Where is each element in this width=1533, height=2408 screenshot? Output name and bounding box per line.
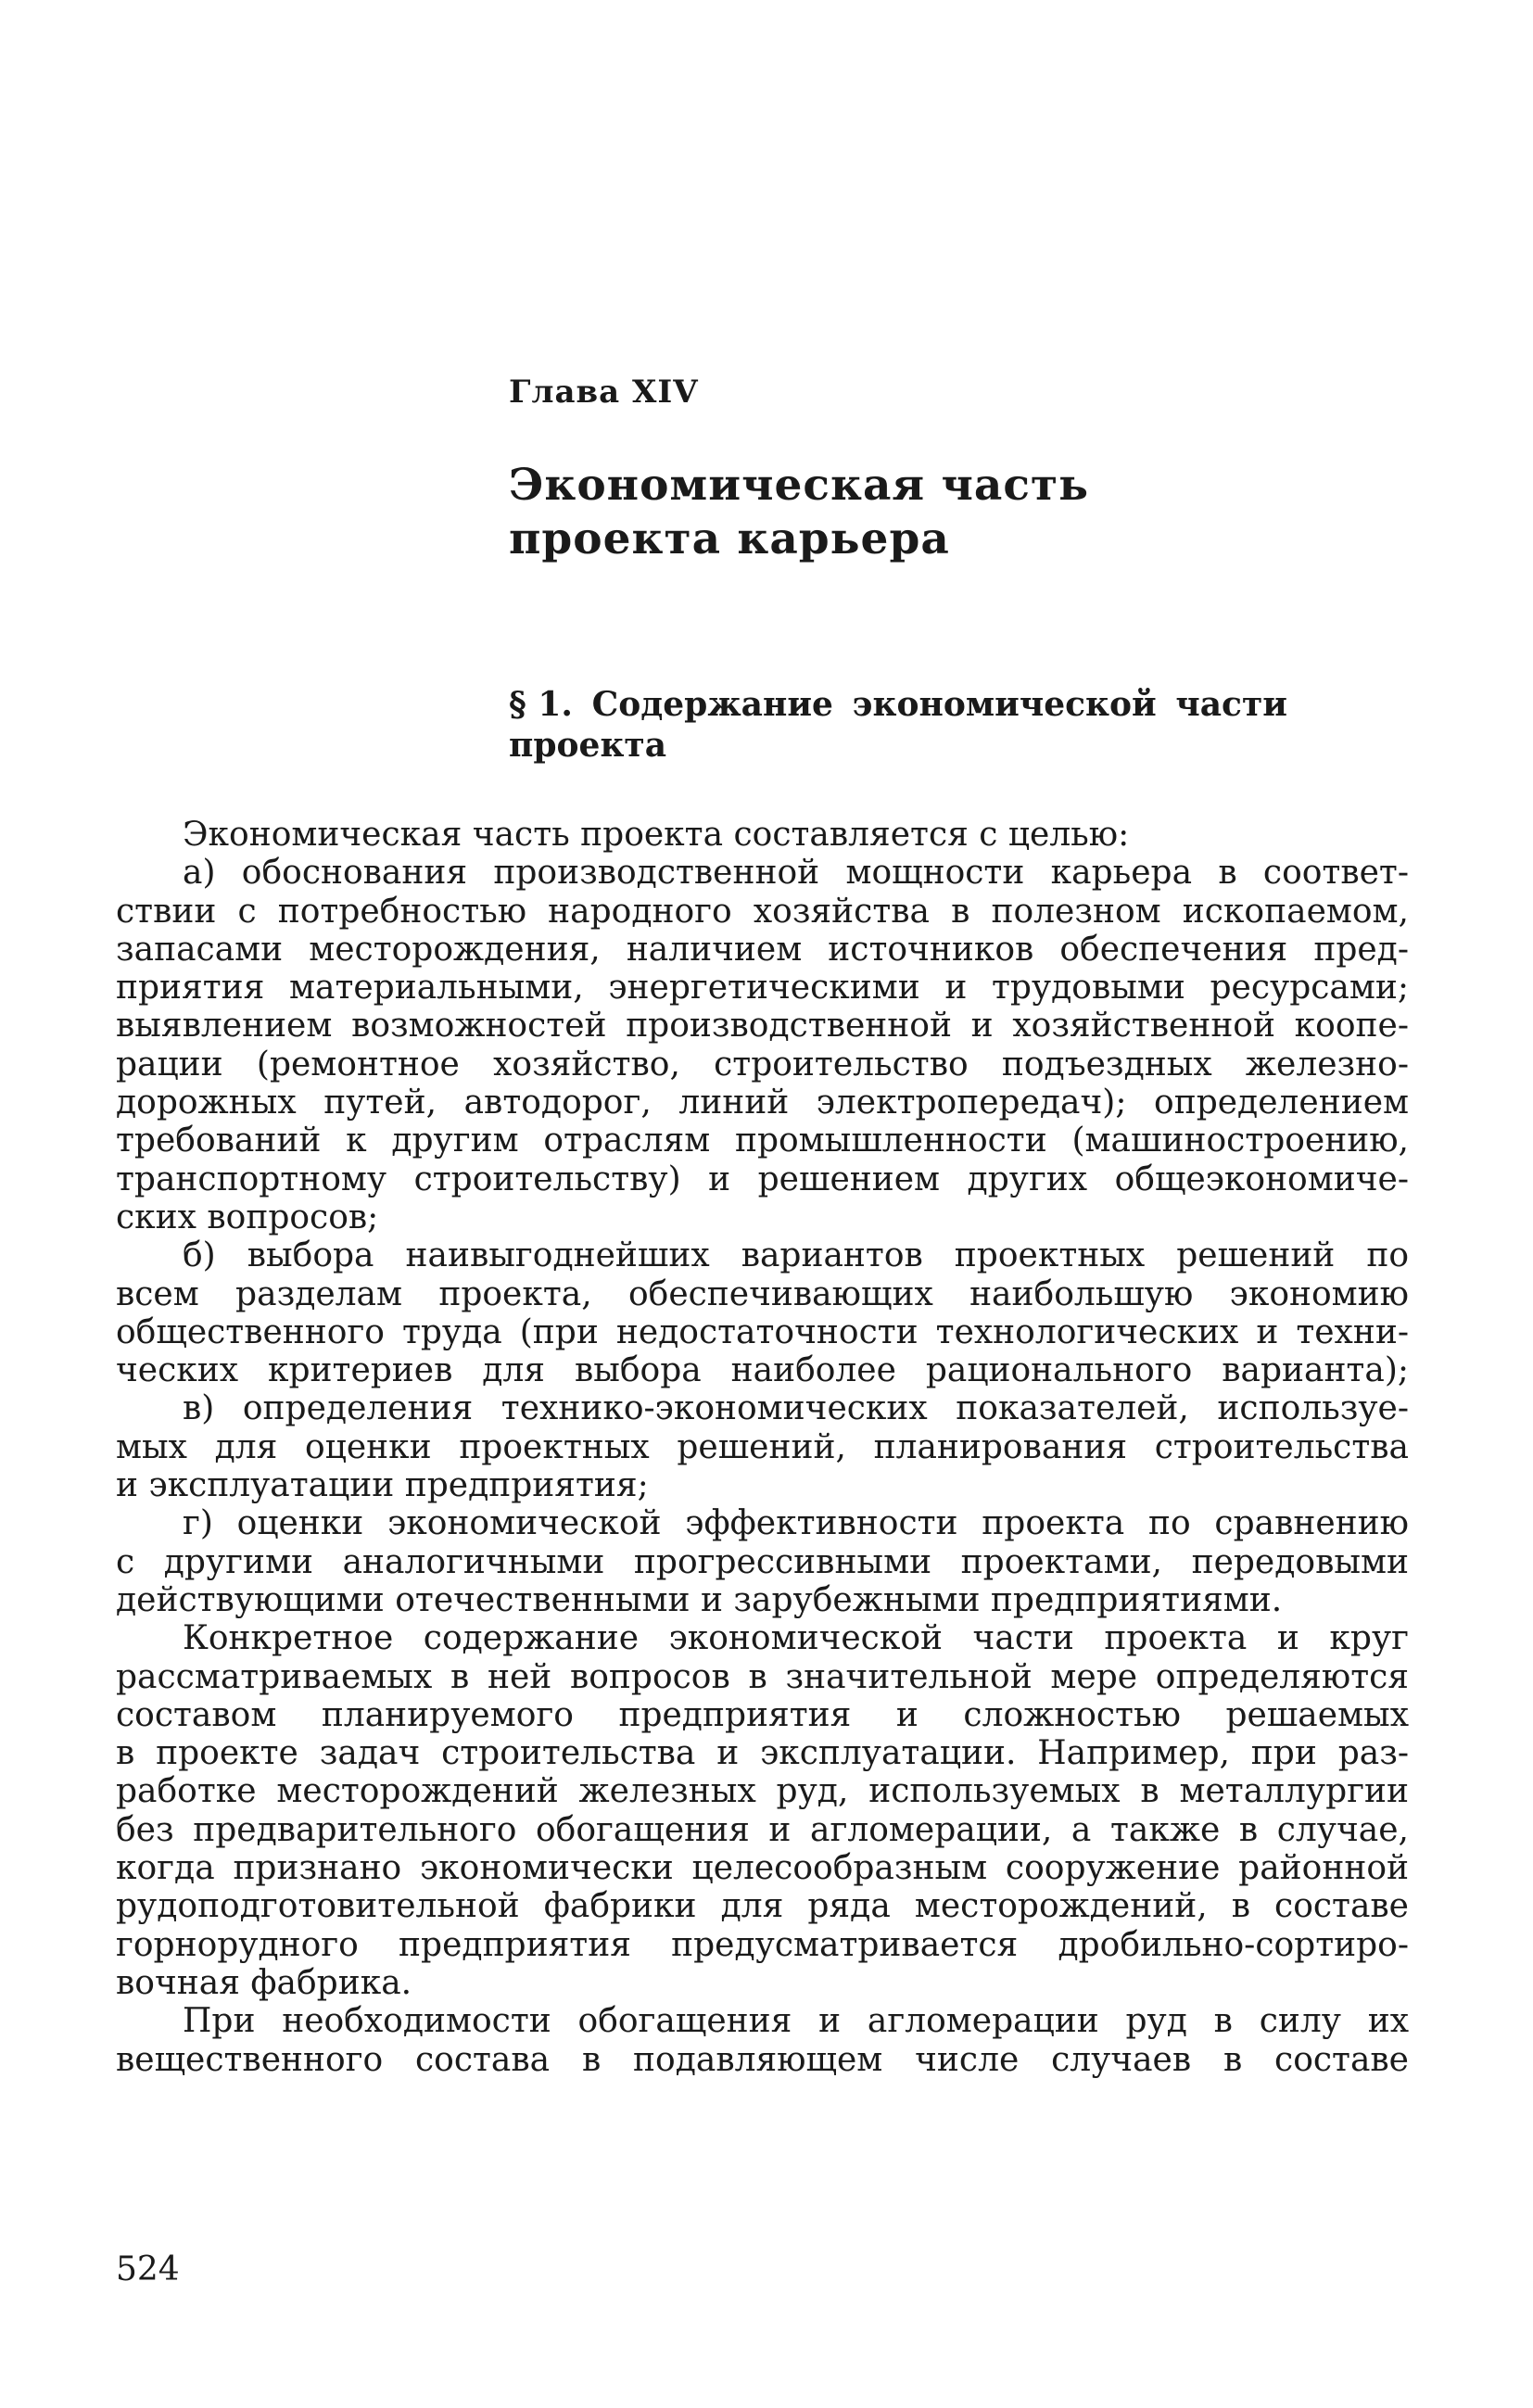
text-line: без предварительного обогащения и агломерации, а также в случае,: [116, 1810, 1409, 1849]
text-line: дорожных путей, автодорог, линий электропередач); определением: [116, 1084, 1409, 1122]
text-line: работке месторождений железных руд, используемых в металлургии: [116, 1772, 1409, 1811]
text-line: с другими аналогичными прогрессивными проектами, передовыми: [116, 1542, 1409, 1581]
text-line: приятия материальными, энергетическими и трудовыми ресурсами;: [116, 969, 1409, 1008]
text-line: г) оценки экономической эффективности проекта по сравнению: [183, 1504, 1409, 1543]
page-number: 524: [116, 2250, 180, 2288]
section-title: [509, 684, 1287, 766]
text-line: а) обоснования производственной мощности карьера в соответ-: [183, 854, 1409, 893]
text-line: ческих критериев для выбора наиболее рационального варианта);: [116, 1351, 1409, 1390]
text-line: При необходимости обогащения и агломерации руд в силу их: [183, 2002, 1409, 2041]
text-line: рации (ремонтное хозяйство, строительство подъездных железно-: [116, 1045, 1409, 1084]
text-line: общественного труда (при недостаточности технологических и техни-: [116, 1312, 1409, 1351]
text-line: выявлением возможностей производственной и хозяйственной коопе-: [116, 1007, 1409, 1046]
chapter-title: [509, 459, 1089, 566]
text-line: Экономическая часть проекта составляется с целью:: [183, 816, 1130, 854]
text-line: составом планируемого предприятия и сложностью решаемых: [116, 1695, 1409, 1734]
text-line: ствии с потребностью народного хозяйства в полезном ископаемом,: [116, 892, 1409, 931]
text-line: действующими отечественными и зарубежными предприятиями.: [116, 1580, 1283, 1619]
text-line: транспортному строительству) и решением других общеэкономиче-: [116, 1160, 1409, 1198]
text-line: вочная фабрика.: [116, 1963, 412, 2002]
text-line: б) выбора наивыгоднейших вариантов проектных решений по: [183, 1236, 1409, 1275]
text-line: всем разделам проекта, обеспечивающих наибольшую экономию: [116, 1274, 1409, 1313]
text-line: запасами месторождения, наличием источников обеспечения пред-: [116, 930, 1409, 969]
text-line: в) определения технико-экономических показателей, используе-: [183, 1389, 1409, 1428]
section-number: § 1.: [509, 685, 573, 724]
text-line: Конкретное содержание экономической части проекта и круг: [183, 1619, 1409, 1658]
chapter-title-line-1: Экономическая часть: [509, 460, 1090, 511]
section-title-line-1: [509, 684, 1287, 725]
text-line: требований к другим отраслям промышленности (машиностроению,: [116, 1122, 1409, 1160]
text-line: мых для оценки проектных решений, планирования строительства: [116, 1427, 1409, 1466]
text-line: и эксплуатации предприятия;: [116, 1466, 649, 1505]
text-line: ских вопросов;: [116, 1198, 379, 1236]
section-title-line-2: проекта: [509, 726, 667, 765]
chapter-label: Глава XIV: [509, 374, 699, 411]
text-line: рассматриваемых в ней вопросов в значительной мере определяются: [116, 1657, 1409, 1696]
section-title-word: Содержание: [591, 685, 833, 724]
text-line: вещественного состава в подавляющем числе случаев в составе: [116, 2040, 1409, 2079]
text-line: рудоподготовительной фабрики для ряда месторождений, в составе: [116, 1887, 1409, 1926]
text-line: когда признано экономически целесообразным сооружение районной: [116, 1849, 1409, 1888]
text-line: в проекте задач строительства и эксплуатации. Например, при раз-: [116, 1734, 1409, 1773]
body-text: [116, 816, 1409, 2079]
chapter-title-line-2: проекта карьера: [509, 513, 950, 564]
section-title-word: экономической: [852, 685, 1157, 724]
text-line: горнорудного предприятия предусматривается дробильно-сортиро-: [116, 1925, 1409, 1964]
section-title-word: части: [1175, 685, 1287, 724]
